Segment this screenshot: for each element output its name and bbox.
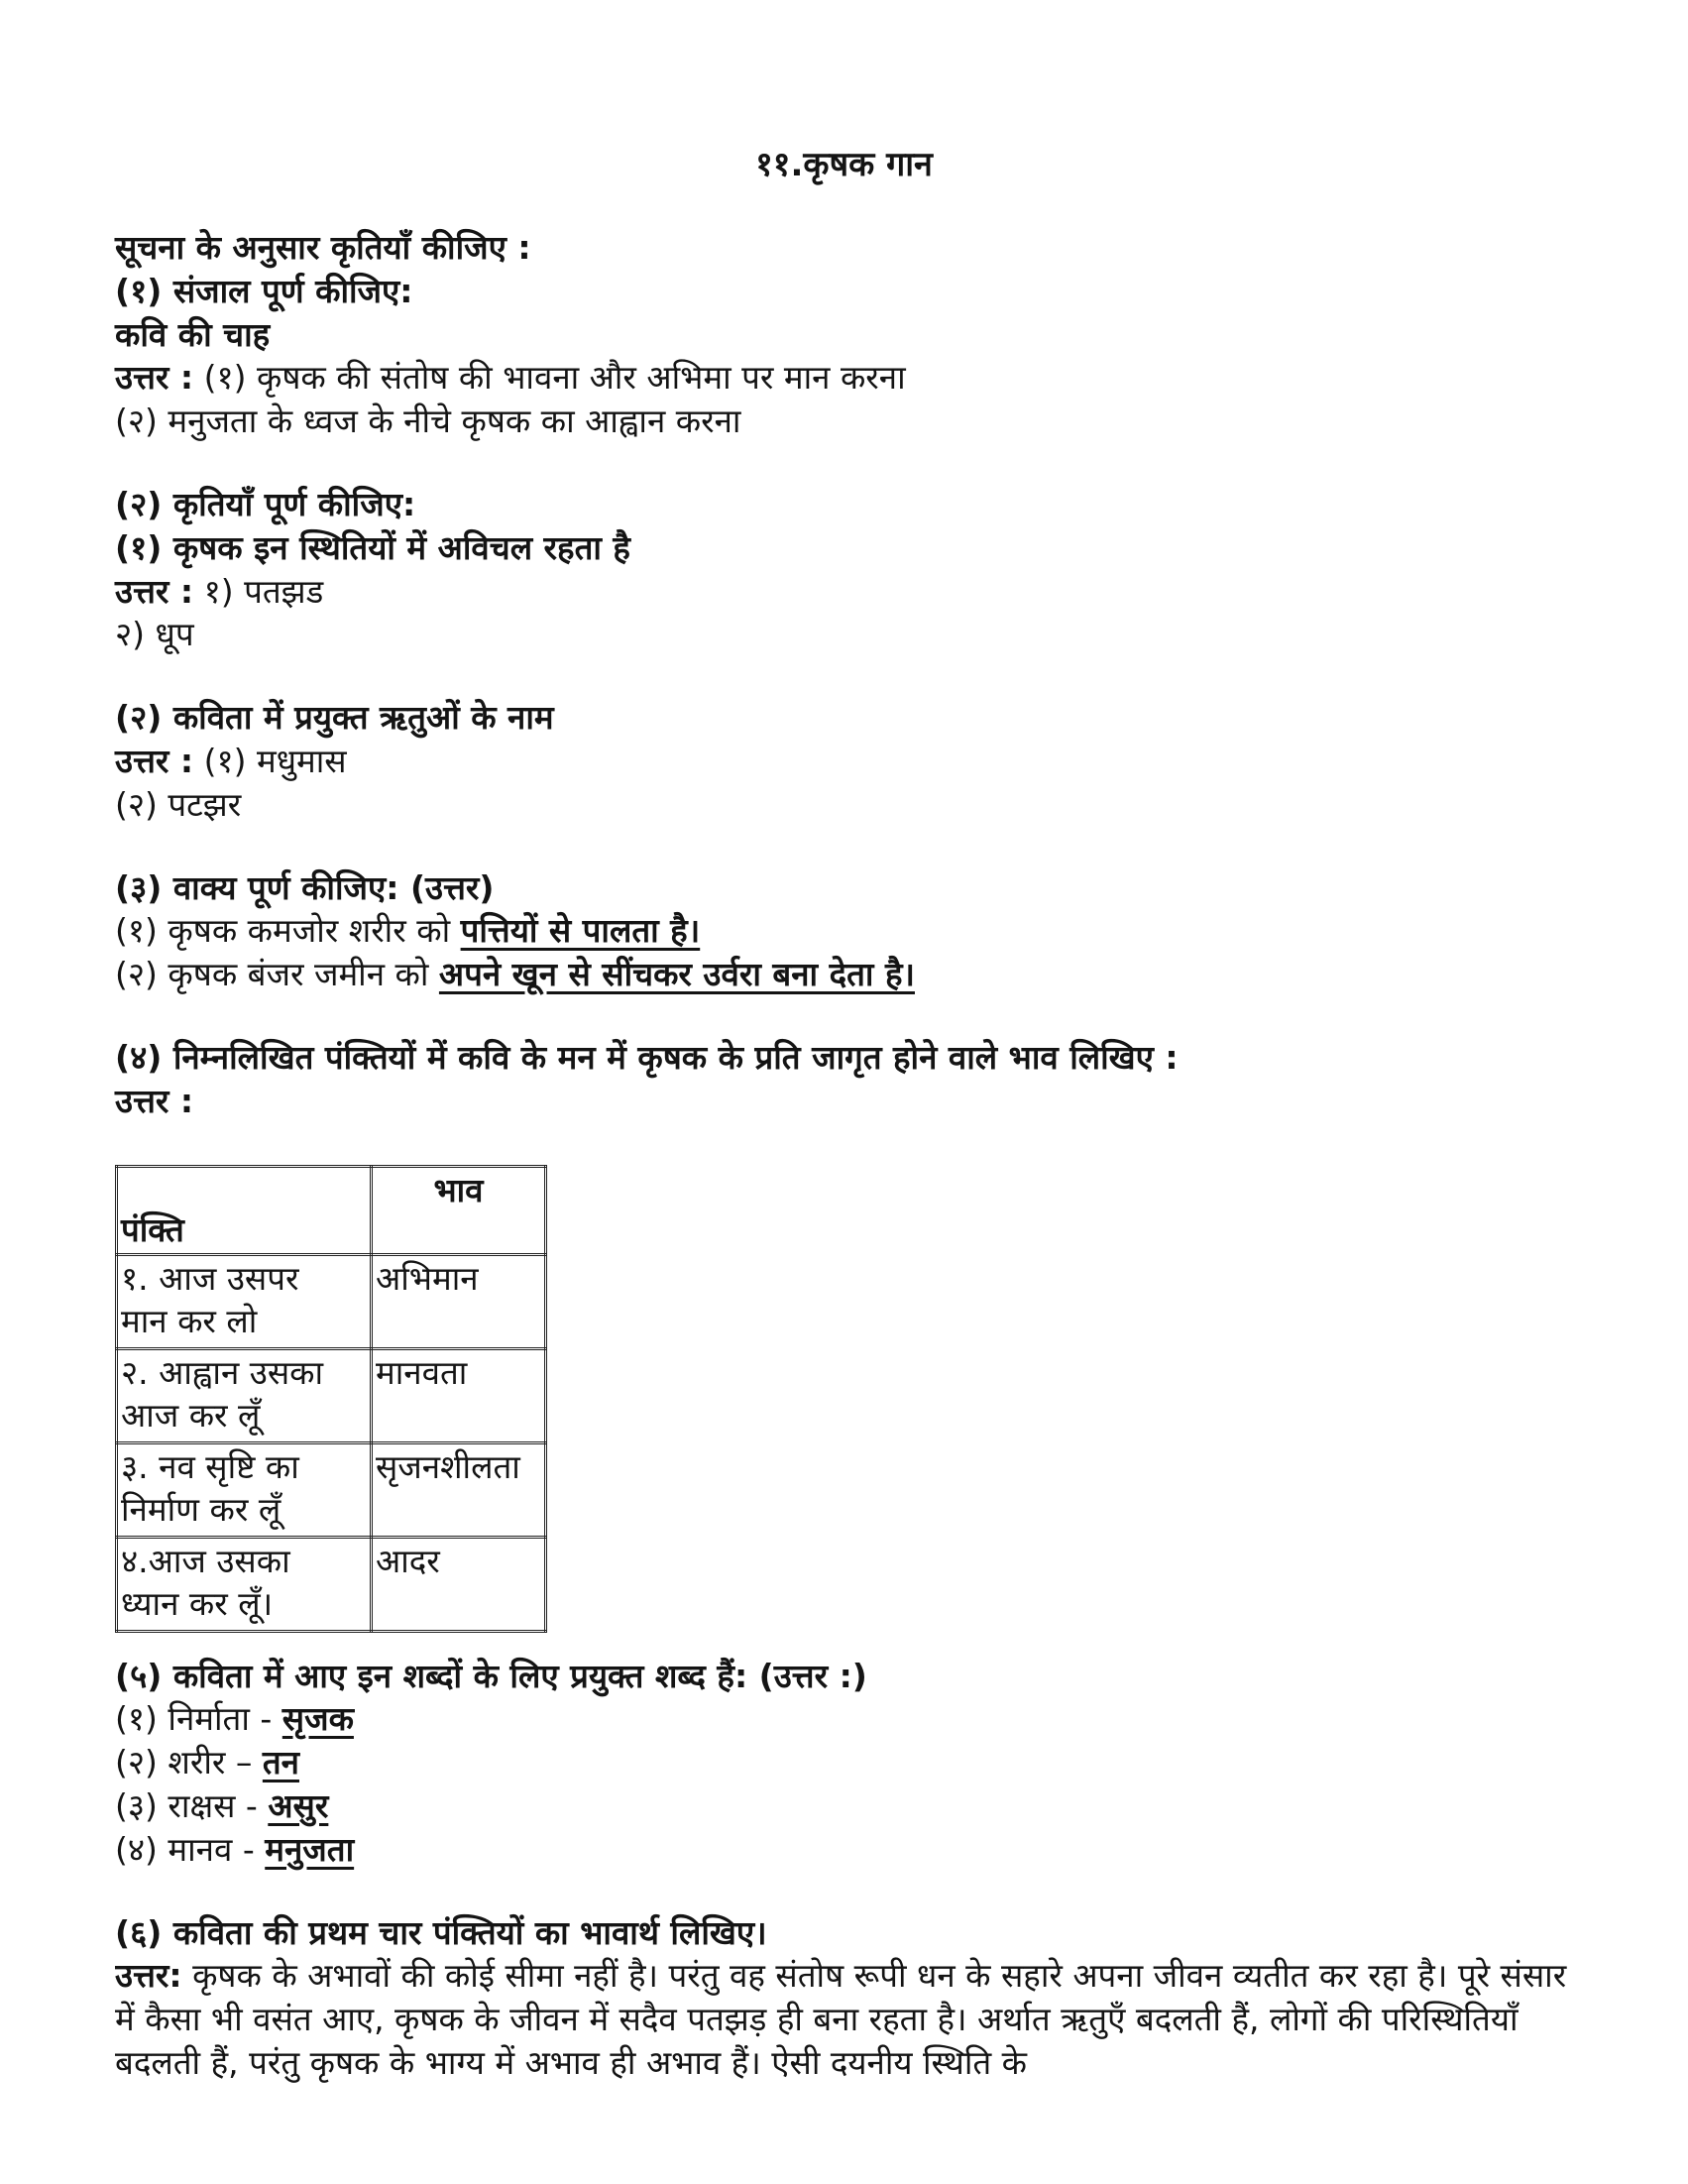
sentence-text: (१) कृषक कमजोर शरीर को	[115, 911, 461, 951]
q5-answer: तन	[262, 1743, 299, 1782]
sentence-answer: पत्तियों से पालता है।	[460, 911, 701, 951]
answer-label: उत्तर:	[115, 1956, 182, 1996]
column-header-pankti: पंक्ति	[117, 1166, 372, 1254]
table-cell-bhav: अभिमान	[372, 1254, 546, 1348]
answer-text: (१) मधुमास	[203, 741, 347, 780]
q5-item: (३) राक्षस - असुर	[115, 1785, 329, 1825]
table-row	[117, 1254, 546, 1348]
answer-label: उत्तर :	[115, 571, 194, 611]
table-row	[117, 1442, 546, 1537]
table-cell-bhav: मानवता	[372, 1348, 546, 1442]
answer-label: उत्तर :	[115, 358, 194, 398]
table-row	[117, 1348, 546, 1442]
q1-answer-2: (२) मनुजता के ध्वज के नीचे कृषक का आह्वान करना	[115, 402, 741, 441]
q1-answer-1	[115, 356, 1582, 400]
column-header-bhav: भाव	[372, 1166, 546, 1254]
q5-answer: मनुजता	[265, 1829, 355, 1869]
q5-item: (१) निर्माता - सृजक	[115, 1699, 354, 1739]
answer-text: (१) कृषक की संतोष की भावना और अभिमा पर मान करना	[203, 358, 906, 398]
table-cell-pankti: ३. नव सृष्टि का निर्माण कर लूँ	[117, 1442, 372, 1537]
table-cell-pankti: १. आज उसपर मान कर लो	[117, 1254, 372, 1348]
answer-label: उत्तर :	[115, 741, 194, 780]
table-cell-pankti: ४.आज उसका ध्यान कर लूँ।	[117, 1537, 372, 1631]
q1-subheading: कवि की चाह	[115, 314, 271, 354]
page-title: ११.कृषक गान	[755, 145, 933, 184]
q6-heading: (६) कविता की प्रथम चार पंक्तियों का भावार्थ लिखिए।	[115, 1912, 767, 1952]
q5-item: (४) मानव - मनुजता	[115, 1829, 355, 1869]
q6-answer-paragraph	[115, 1954, 1582, 2084]
table-row	[117, 1537, 546, 1631]
q2-part1-heading: (१) कृषक इन स्थितियों में अविचल रहता है	[115, 527, 630, 567]
q4-heading: (४) निम्नलिखित पंक्तियों में कवि के मन में कृषक के प्रति जागृत होने वाले भाव लिखिए :	[115, 1037, 1179, 1077]
q5-item: (२) शरीर – तन	[115, 1743, 299, 1782]
q5-answer: सृजक	[281, 1699, 354, 1739]
sentence-answer: अपने खून से सींचकर उर्वरा बना देता है।	[438, 955, 915, 994]
q5-heading: (५) कविता में आए इन शब्दों के लिए प्रयुक्त शब्द हैं: (उत्तर :)	[115, 1656, 867, 1695]
table-header-row	[117, 1166, 546, 1254]
q2-part2-answer-2: (२) पटझर	[115, 784, 242, 824]
q4-answer-label: उत्तर :	[115, 1081, 194, 1120]
q2-part1-answer-2: २) धूप	[115, 615, 194, 654]
table-cell-bhav: सृजनशीलता	[372, 1442, 546, 1537]
bhav-table	[115, 1165, 547, 1633]
answer-text: १) पतझड	[203, 571, 324, 611]
q3-sentence-1	[115, 909, 1582, 953]
q2-heading: (२) कृतियाँ पूर्ण कीजिए:	[115, 484, 416, 523]
instructions: सूचना के अनुसार कृतियाँ कीजिए :	[115, 228, 531, 267]
table-cell-bhav: आदर	[372, 1537, 546, 1631]
q3-sentence-2	[115, 953, 1582, 996]
answer-text: कृषक के अभावों की कोई सीमा नहीं है। परंतु वह संतोष रूपी धन के सहारे अपना जीवन व्यतीत कर रहा है। पूरे संसार में कैसा भी वसंत आए, कृषक के जीवन में सदैव पतझड़ ही बना रहता है। अर्थात ऋतुएँ बदलती हैं, लोगों की परिस्थितियाँ बदलती हैं, परंतु कृषक के भाग्य में अभाव ही अभाव हैं। ऐसी दयनीय स्थिति के	[115, 1956, 1567, 2082]
document-content	[115, 226, 1582, 2085]
q2-part1-answer-1	[115, 570, 1582, 614]
q1-heading: (१) संजाल पूर्ण कीजिए:	[115, 271, 413, 310]
q3-heading: (३) वाक्य पूर्ण कीजिए: (उत्तर)	[115, 867, 495, 907]
q2-part2-heading: (२) कविता में प्रयुक्त ऋतुओं के नाम	[115, 698, 554, 738]
q5-answer: असुर	[268, 1785, 329, 1825]
q2-part2-answer-1	[115, 740, 1582, 783]
table-cell-pankti: २. आह्वान उसका आज कर लूँ	[117, 1348, 372, 1442]
sentence-text: (२) कृषक बंजर जमीन को	[115, 955, 439, 994]
